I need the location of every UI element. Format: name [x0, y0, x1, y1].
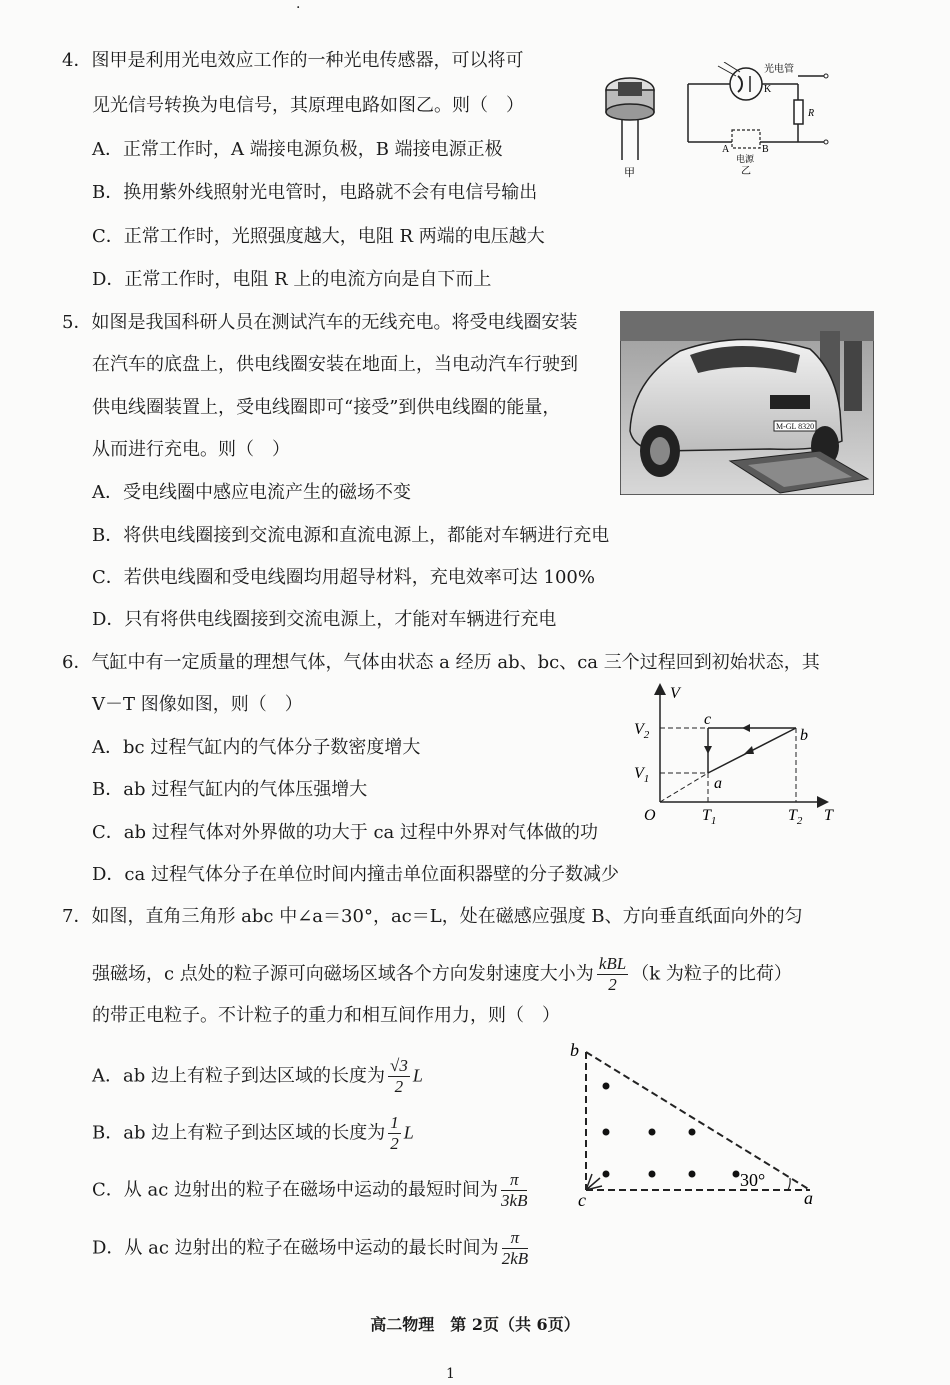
origin-extension: [660, 773, 708, 802]
q5-stem-line1: 5．如图是我国科研人员在测试汽车的无线充电。将受电线圈安装: [62, 312, 578, 333]
t2-label: $T_2$: [788, 807, 803, 827]
particle-source-arrows: [586, 1174, 602, 1190]
q6-option-c: C．ab 过程气体对外界做的功大于 ca 过程中外界对气体做的功: [92, 822, 599, 843]
cathode-k-label: K: [764, 84, 772, 95]
vertex-c-label: c: [578, 1190, 586, 1210]
point-a-label: a: [714, 775, 722, 792]
origin-label: O: [644, 807, 656, 824]
fig-yi-label: 乙: [741, 166, 751, 177]
q5-stem-line4: 从而进行充电。则（ ）: [92, 439, 290, 460]
top-mark: ·: [296, 0, 301, 16]
q5-option-c: C．若供电线圈和受电线圈均用超导材料，充电效率可达 100%: [92, 567, 595, 588]
q4-stem-line1: 4．图甲是利用光电效应工作的一种光电传感器，可以将可: [62, 50, 524, 71]
q6-vt-graph: [630, 680, 840, 830]
q5-option-a: A．受电线圈中感应电流产生的磁场不变: [92, 482, 411, 503]
q6-option-d: D．ca 过程气体分子在单位时间内撞击单位面积器壁的分子数减少: [92, 864, 619, 885]
q7-triangle-figure: [566, 1040, 826, 1212]
q6-option-a: A．bc 过程气缸内的气体分子数密度增大: [92, 737, 421, 758]
q5-stem-line2: 在汽车的底盘上，供电线圈安装在地面上，当电动汽车行驶到: [92, 354, 578, 375]
q4-stem-line2: 见光信号转换为电信号，其原理电路如图乙。则（ ）: [92, 95, 524, 116]
q6-stem-line2: V－T 图像如图，则（ ）: [92, 694, 303, 715]
q7-option-b: B．ab 边上有粒子到达区域的长度为 $\frac{1}{2}$ L: [92, 1113, 414, 1153]
t-axis-label: T: [824, 807, 833, 824]
v2-label: $V_2$: [634, 721, 650, 741]
power-source-label: 电源: [736, 154, 755, 164]
speed-fraction: $\frac{\text{kBL}}{2}$: [598, 954, 627, 994]
q4-option-d: D．正常工作时，电阻 R 上的电流方向是自下而上: [92, 269, 492, 290]
v1-label: $V_1$: [634, 765, 650, 785]
q4-option-b: B．换用紫外线照射光电管时，电路就不会有电信号输出: [92, 182, 538, 203]
bottom-mark: 1: [446, 1366, 455, 1382]
magnetic-field-dots: [603, 1083, 740, 1178]
point-c-label: c: [704, 711, 712, 728]
angle-label: 30°: [740, 1170, 766, 1190]
resistor-r-label: R: [808, 108, 815, 119]
q5-option-d: D．只有将供电线圈接到交流电源上，才能对车辆进行充电: [92, 609, 557, 630]
q4-figure: [598, 62, 838, 184]
q4-option-c: C．正常工作时，光照强度越大，电阻 R 两端的电压越大: [92, 226, 545, 247]
photocell-device-illustration: [606, 78, 654, 179]
side-ab: [586, 1052, 810, 1190]
t1-label: $T_1$: [702, 807, 717, 827]
q6-option-b: B．ab 过程气缸内的气体压强增大: [92, 779, 368, 800]
car-wireless-charging-photo: [620, 311, 874, 495]
terminal-a-label: A: [722, 144, 730, 155]
point-b-label: b: [800, 727, 808, 744]
photoelectric-circuit-diagram: [688, 62, 828, 177]
q7-option-c: C．从 ac 边射出的粒子在磁场中运动的最短时间为 $\frac{\pi}{3kB}$: [92, 1170, 528, 1210]
q7-option-a: A．ab 边上有粒子到达区域的长度为 $\frac{√3}{2}$ L: [92, 1056, 423, 1096]
q6-stem-line1: 6．气缸中有一定质量的理想气体，气体由状态 a 经历 ab、bc、ca 三个过程回到初始状态，其: [62, 652, 820, 673]
vertex-a-label: a: [804, 1188, 813, 1208]
photo-tube-label: 光电管: [764, 64, 794, 75]
q7-stem-line1: 7．如图，直角三角形 abc 中∠a＝30°，ac＝L，处在磁感应强度 B、方向垂直纸面向外的匀: [62, 906, 803, 927]
q5-option-b: B．将供电线圈接到交流电源和直流电源上，都能对车辆进行充电: [92, 525, 610, 546]
terminal-b-label: B: [762, 144, 769, 155]
q7-stem-line2: 强磁场，c 点处的粒子源可向磁场区域各个方向发射速度大小为 $\frac{\text{kBL}}{2}$ （k 为粒子的比荷）: [92, 954, 792, 994]
q4-option-a: A．正常工作时，A 端接电源负极，B 端接电源正极: [92, 139, 503, 160]
v-axis-label: V: [670, 685, 680, 702]
q7-stem-line3: 的带正电粒子。不计粒子的重力和相互间作用力，则（ ）: [92, 1005, 560, 1026]
fig-jia-label: 甲: [624, 167, 635, 179]
vertex-b-label: b: [570, 1040, 579, 1060]
q5-stem-line3: 供电线圈装置上，受电线圈即可“接受”到供电线圈的能量，: [92, 397, 561, 418]
page-footer: 高二物理 第 2页（共 6页）: [370, 1315, 580, 1334]
license-plate: M-GL 8320: [776, 422, 815, 431]
q7-option-d: D．从 ac 边射出的粒子在磁场中运动的最长时间为 $\frac{\pi}{2kB}$: [92, 1228, 529, 1268]
